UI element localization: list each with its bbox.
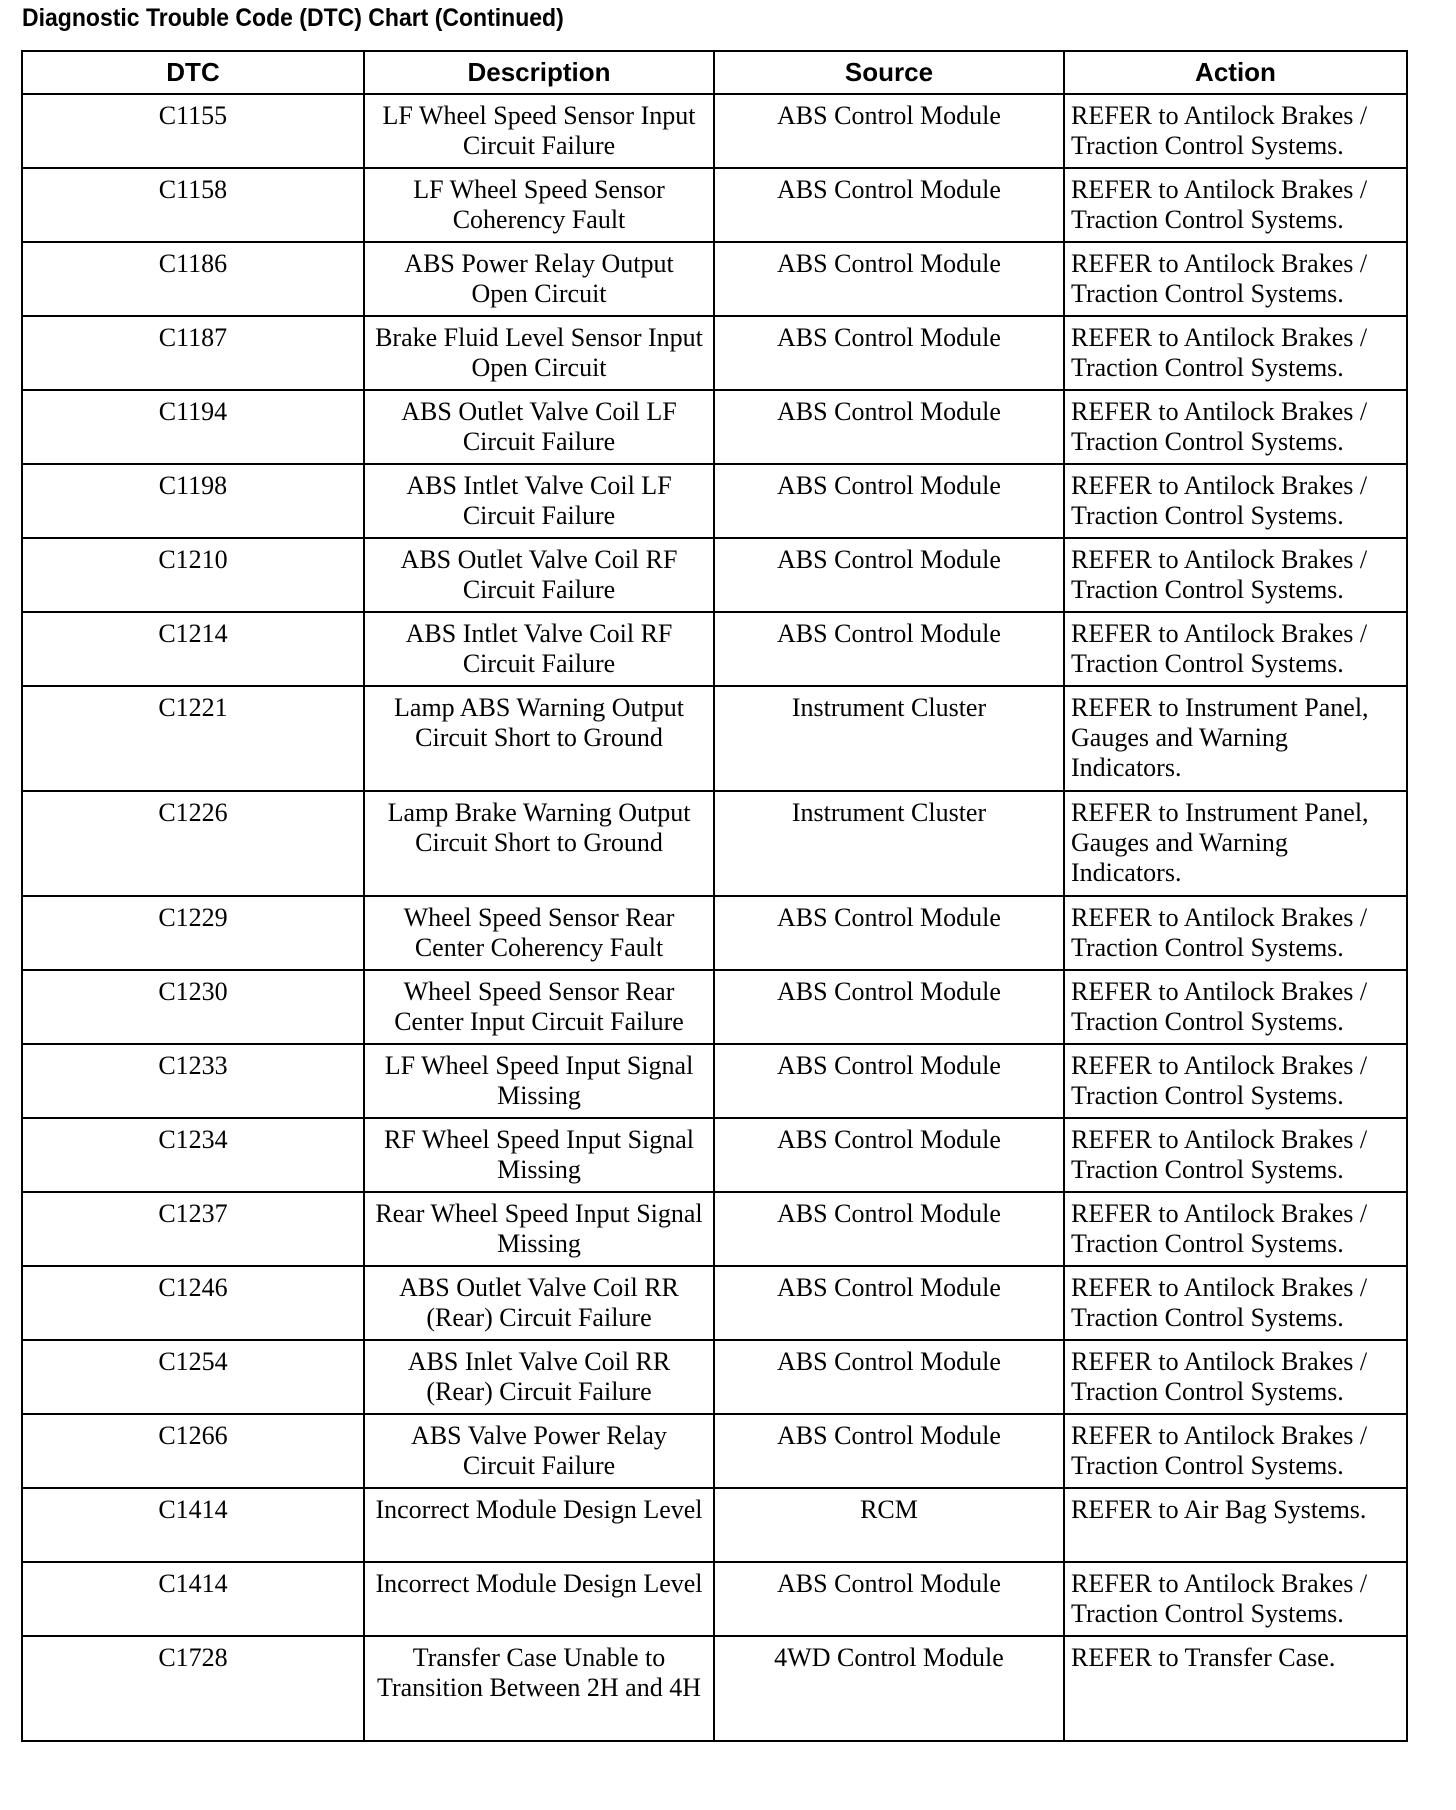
description-cell: LF Wheel Speed Sensor Input Circuit Failure (364, 94, 714, 168)
table-row (22, 791, 1407, 896)
table-row (22, 242, 1407, 316)
source-cell: Instrument Cluster (714, 791, 1064, 896)
dtc-cell: C1187 (22, 316, 364, 390)
action-cell: REFER to Antilock Brakes / Traction Control Systems. (1064, 316, 1407, 390)
action-cell: REFER to Antilock Brakes / Traction Control Systems. (1064, 94, 1407, 168)
table-row (22, 1266, 1407, 1340)
table-row (22, 970, 1407, 1044)
dtc-cell: C1237 (22, 1192, 364, 1266)
action-cell: REFER to Antilock Brakes / Traction Control Systems. (1064, 1044, 1407, 1118)
description-cell: ABS Inlet Valve Coil RR (Rear) Circuit Failure (364, 1340, 714, 1414)
page-title: Diagnostic Trouble Code (DTC) Chart (Continued) (22, 4, 564, 32)
table-row (22, 1192, 1407, 1266)
action-cell: REFER to Antilock Brakes / Traction Control Systems. (1064, 1192, 1407, 1266)
source-cell: ABS Control Module (714, 1118, 1064, 1192)
dtc-cell: C1214 (22, 612, 364, 686)
action-cell: REFER to Antilock Brakes / Traction Control Systems. (1064, 1414, 1407, 1488)
description-cell: ABS Intlet Valve Coil RF Circuit Failure (364, 612, 714, 686)
table-header-row (22, 51, 1407, 94)
source-cell: ABS Control Module (714, 94, 1064, 168)
source-cell: ABS Control Module (714, 316, 1064, 390)
header-description: Description (364, 51, 714, 94)
action-cell: REFER to Air Bag Systems. (1064, 1488, 1407, 1562)
table-row (22, 94, 1407, 168)
action-cell: REFER to Antilock Brakes / Traction Control Systems. (1064, 390, 1407, 464)
action-cell: REFER to Antilock Brakes / Traction Control Systems. (1064, 1266, 1407, 1340)
dtc-cell: C1210 (22, 538, 364, 612)
source-cell: ABS Control Module (714, 1414, 1064, 1488)
description-cell: ABS Valve Power Relay Circuit Failure (364, 1414, 714, 1488)
source-cell: ABS Control Module (714, 612, 1064, 686)
dtc-cell: C1229 (22, 896, 364, 970)
description-cell: ABS Outlet Valve Coil RR (Rear) Circuit Failure (364, 1266, 714, 1340)
source-cell: 4WD Control Module (714, 1636, 1064, 1741)
action-cell: REFER to Instrument Panel, Gauges and Warning Indicators. (1064, 686, 1407, 791)
source-cell: ABS Control Module (714, 1044, 1064, 1118)
description-cell: ABS Outlet Valve Coil LF Circuit Failure (364, 390, 714, 464)
description-cell: Lamp ABS Warning Output Circuit Short to Ground (364, 686, 714, 791)
description-cell: Wheel Speed Sensor Rear Center Input Circuit Failure (364, 970, 714, 1044)
dtc-cell: C1155 (22, 94, 364, 168)
dtc-cell: C1414 (22, 1488, 364, 1562)
dtc-cell: C1728 (22, 1636, 364, 1741)
description-cell: Brake Fluid Level Sensor Input Open Circuit (364, 316, 714, 390)
header-dtc: DTC (22, 51, 364, 94)
description-cell: Transfer Case Unable to Transition Between 2H and 4H (364, 1636, 714, 1741)
source-cell: ABS Control Module (714, 1340, 1064, 1414)
dtc-cell: C1234 (22, 1118, 364, 1192)
source-cell: ABS Control Module (714, 538, 1064, 612)
table-row (22, 686, 1407, 791)
table-row (22, 1562, 1407, 1636)
action-cell: REFER to Antilock Brakes / Traction Control Systems. (1064, 242, 1407, 316)
dtc-cell: C1186 (22, 242, 364, 316)
action-cell: REFER to Antilock Brakes / Traction Control Systems. (1064, 970, 1407, 1044)
dtc-table (21, 50, 1408, 1742)
description-cell: ABS Intlet Valve Coil LF Circuit Failure (364, 464, 714, 538)
dtc-cell: C1254 (22, 1340, 364, 1414)
action-cell: REFER to Antilock Brakes / Traction Control Systems. (1064, 464, 1407, 538)
dtc-cell: C1230 (22, 970, 364, 1044)
action-cell: REFER to Antilock Brakes / Traction Control Systems. (1064, 1340, 1407, 1414)
dtc-cell: C1246 (22, 1266, 364, 1340)
table-row (22, 1636, 1407, 1741)
dtc-cell: C1266 (22, 1414, 364, 1488)
table-row (22, 1118, 1407, 1192)
dtc-cell: C1233 (22, 1044, 364, 1118)
action-cell: REFER to Antilock Brakes / Traction Control Systems. (1064, 168, 1407, 242)
source-cell: RCM (714, 1488, 1064, 1562)
source-cell: Instrument Cluster (714, 686, 1064, 791)
description-cell: RF Wheel Speed Input Signal Missing (364, 1118, 714, 1192)
table-row (22, 390, 1407, 464)
dtc-cell: C1414 (22, 1562, 364, 1636)
action-cell: REFER to Antilock Brakes / Traction Control Systems. (1064, 1562, 1407, 1636)
source-cell: ABS Control Module (714, 242, 1064, 316)
source-cell: ABS Control Module (714, 390, 1064, 464)
source-cell: ABS Control Module (714, 464, 1064, 538)
description-cell: LF Wheel Speed Sensor Coherency Fault (364, 168, 714, 242)
source-cell: ABS Control Module (714, 1562, 1064, 1636)
description-cell: ABS Outlet Valve Coil RF Circuit Failure (364, 538, 714, 612)
source-cell: ABS Control Module (714, 1266, 1064, 1340)
header-action: Action (1064, 51, 1407, 94)
description-cell: Lamp Brake Warning Output Circuit Short to Ground (364, 791, 714, 896)
table-row (22, 316, 1407, 390)
table-row (22, 1044, 1407, 1118)
source-cell: ABS Control Module (714, 970, 1064, 1044)
header-source: Source (714, 51, 1064, 94)
description-cell: Rear Wheel Speed Input Signal Missing (364, 1192, 714, 1266)
description-cell: ABS Power Relay Output Open Circuit (364, 242, 714, 316)
action-cell: REFER to Antilock Brakes / Traction Control Systems. (1064, 896, 1407, 970)
table-row (22, 1414, 1407, 1488)
table-row (22, 538, 1407, 612)
table-row (22, 1488, 1407, 1562)
dtc-cell: C1226 (22, 791, 364, 896)
source-cell: ABS Control Module (714, 168, 1064, 242)
table-row (22, 168, 1407, 242)
description-cell: Incorrect Module Design Level (364, 1488, 714, 1562)
table-row (22, 464, 1407, 538)
action-cell: REFER to Antilock Brakes / Traction Control Systems. (1064, 612, 1407, 686)
description-cell: Incorrect Module Design Level (364, 1562, 714, 1636)
dtc-cell: C1194 (22, 390, 364, 464)
table-row (22, 896, 1407, 970)
table-row (22, 1340, 1407, 1414)
dtc-cell: C1158 (22, 168, 364, 242)
action-cell: REFER to Instrument Panel, Gauges and Warning Indicators. (1064, 791, 1407, 896)
description-cell: Wheel Speed Sensor Rear Center Coherency Fault (364, 896, 714, 970)
source-cell: ABS Control Module (714, 896, 1064, 970)
action-cell: REFER to Antilock Brakes / Traction Control Systems. (1064, 538, 1407, 612)
dtc-cell: C1221 (22, 686, 364, 791)
source-cell: ABS Control Module (714, 1192, 1064, 1266)
action-cell: REFER to Transfer Case. (1064, 1636, 1407, 1741)
description-cell: LF Wheel Speed Input Signal Missing (364, 1044, 714, 1118)
dtc-cell: C1198 (22, 464, 364, 538)
table-row (22, 612, 1407, 686)
action-cell: REFER to Antilock Brakes / Traction Control Systems. (1064, 1118, 1407, 1192)
